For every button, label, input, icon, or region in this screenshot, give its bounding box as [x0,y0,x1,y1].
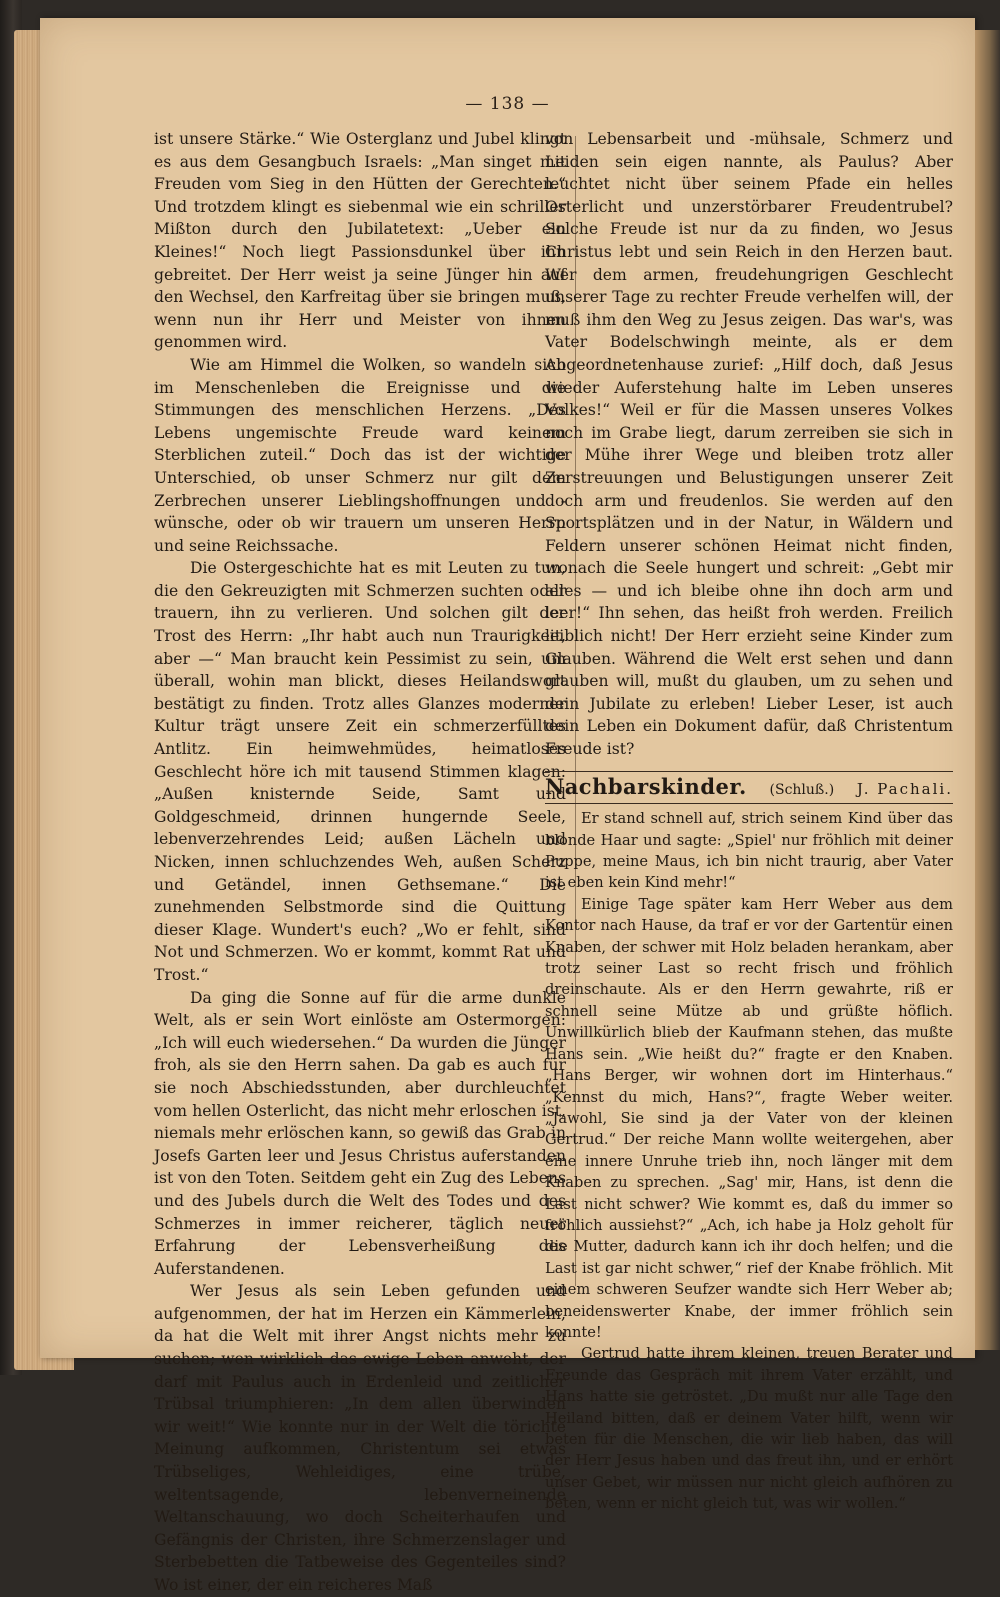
story-author: J. Pachali. [856,779,953,798]
paragraph: Gertrud hatte ihrem kleinen, treuen Berater und Freunde das Gespräch mit ihrem Vater erzählt, und Hans hatte sie getröstet. „Du mußt nur alle Tage den Heiland bitten, daß er deinem Vater hilft, wenn wir beten für die Menschen, die wir lieb haben, das will der Herr Jesus haben und das freut ihn, und er erhört unser Gebet, wir müssen nur nicht gleich aufhören zu beten, wenn er nicht gleich tut, was wir wollen.“ [545,1345,953,1513]
right-column [545,128,953,1515]
paragraph: Einige Tage später kam Herr Weber aus dem Kontor nach Hause, da traf er vor der Gartentür einen Knaben, der schwer mit Holz beladen herankam, aber trotz seiner Last so recht frisch und fröhlich dreinschaute. Als er den Herrn gewahrte, riß er schnell seine Mütze ab und grüßte höflich. Unwillkürlich blieb der Kaufmann stehen, das mußte Hans sein. „Wie heißt du?“ fragte er den Knaben. „Hans Berger, wir wohnen dort im Hinterhaus.“ „Kennst du mich, Hans?“, fragte Weber weiter. „Jawohl, Sie sind ja der Vater von der kleinen Gertrud.“ Der reiche Mann wollte weitergehen, aber eine innere Unruhe trieb ihn, noch länger mit dem Knaben zu sprechen. „Sag' mir, Hans, ist denn die Last nicht schwer? Wie kommt es, daß du immer so fröhlich aussiehst?“ „Ach, ich habe ja Holz geholt für die Mutter, dadurch kann ich ihr doch helfen; und die Last ist gar nicht schwer,“ rief der Knabe fröhlich. Mit einem schweren Seufzer wandte sich Herr Weber ab; beneidenswerter Knabe, der immer fröhlich sein konnte! [545,895,953,1341]
story-subtitle: (Schluß.) [769,781,835,798]
paragraph: Die Ostergeschichte hat es mit Leuten zu tun, die den Gekreuzigten mit Schmerzen suchten oder trauern, ihn zu verlieren. Und solchen gilt der Trost des Herrn: „Ihr habt auch nun Traurigkeit, aber —“ Man braucht kein Pessimist zu sein, um überall, wohin man blickt, dieses Heilandswort bestätigt zu finden. Trotz alles Glanzes moderner Kultur trägt unsere Zeit ein schmerzerfülltes Antlitz. Ein heimwehmüdes, heimatloses Geschlecht höre ich mit tausend Stimmen klagen: „Außen knisternde Seide, Samt und Goldgeschmeid, drinnen hungernde Seele, lebenverzehrendes Leid; außen Lächeln und Nicken, innen schluchzendes Weh, außen Scherz und Getändel, innen Gethsemane.“ Die zunehmenden Selbstmorde sind die Quittung dieser Klage. Wundert's euch? „Wo er fehlt, sind Not und Schmerzen. Wo er kommt, kommt Rat und Trost.“ [154,559,566,984]
paragraph: Da ging die Sonne auf für die arme dunkle Welt, als er sein Wort einlöste am Ostermorgen: „Ich will euch wiedersehen.“ Da wurden die Jünger froh, als sie den Herrn sahen. Da gab es auch für sie noch Abschiedsstunden, aber durchleuchtet vom hellen Osterlicht, das nicht mehr erloschen ist, niemals mehr erlöschen kann, so gewiß das Grab in Josefs Garten leer und Jesus Christus auferstanden ist von den Toten. Seitdem geht ein Zug des Lebens und des Jubels durch die Welt des Todes und des Schmerzes in immer reicherer, täglich neuer Erfahrung der Lebensverheißung des Auferstandenen. [154,988,566,1278]
left-column [154,128,566,1597]
story-header [545,771,953,805]
paragraph: Wer Jesus als sein Leben gefunden und aufgenommen, der hat im Herzen ein Kämmerlein, da hat die Welt mit ihrer Angst nichts mehr zu suchen; wen wirklich das ewige Leben anweht, der darf mit Paulus auch in Erdenleid und zeitlicher Trübsal triumphieren: „In dem allen überwinden wir weit!“ Wie konnte nur in der Welt die törichte Meinung aufkommen, Christentum sei etwas Trübseliges, Wehleidiges, eine trübe, weltentsagende, lebenverneinende Weltanschauung, wo doch Scheiterhaufen und Gefängnis der Christen, ihre Schmerzenslager und Sterbebetten die Tatbeweise des Gegenteiles sind? Wo ist einer, der ein reicheres Maß [154,1282,566,1594]
story-title: Nachbarskinder. [545,773,747,799]
book-page [40,18,975,1594]
paragraph: von Lebensarbeit und -mühsale, Schmerz und Leiden sein eigen nannte, als Paulus? Aber leuchtet nicht über seinem Pfade ein helles Osterlicht und unzerstörbarer Freudentrubel? Solche Freude ist nur da zu finden, wo Jesus Christus lebt und sein Reich in den Herzen baut. Wer dem armen, freudehungrigen Geschlecht unserer Tage zu rechter Freude verhelfen will, der muß ihm den Weg zu Jesus zeigen. Das war's, was Vater Bodelschwingh meinte, als er dem Abgeordnetenhause zurief: „Hilf doch, daß Jesus wieder Auferstehung halte im Leben unseres Volkes!“ Weil er für die Massen unseres Volkes noch im Grabe liegt, darum zerreiben sie sich in der Mühe ihrer Wege und bleiben trotz aller Zerstreuungen und Belustigungen unserer Zeit doch arm und freudenlos. Sie werden auf den Sportsplätzen und in der Natur, in Wäldern und Feldern unserer schönen Heimat nicht finden, wonach die Seele hungert und schreit: „Gebt mir alles — und ich bleibe ohne ihn doch arm und leer!“ Ihn sehen, das heißt froh werden. Freilich leiblich nicht! Der Herr erzieht seine Kinder zum Glauben. Während die Welt erst sehen und dann glauben will, mußt du glauben, um zu sehen und dein Jubilate zu erleben! Lieber Leser, ist auch dein Leben ein Dokument dafür, daß Christentum Freude ist? [545,130,953,759]
paragraph: Er stand schnell auf, strich seinem Kind über das blonde Haar und sagte: „Spiel' nur fröhlich mit deiner Puppe, meine Maus, ich bin nicht traurig, aber Vater ist eben kein Kind mehr!“ [545,810,953,892]
page-right-edge [975,30,1000,1350]
paragraph: Wie am Himmel die Wolken, so wandeln sich im Menschenleben die Ereignisse und die Stimmungen des menschlichen Herzens. „Des Lebens ungemischte Freude ward keinem Sterblichen zuteil.“ Doch das ist der wichtige Unterschied, ob unser Schmerz nur gilt dem Zerbrechen unserer Lieblingshoffnungen und -wünsche, oder ob wir trauern um unseren Herrn und seine Reichssache. [154,355,566,555]
paragraph: ist unsere Stärke.“ Wie Osterglanz und Jubel klingt es aus dem Gesangbuch Israels: „Man singet mit Freuden vom Sieg in den Hütten der Gerechten.“ Und trotzdem klingt es siebenmal wie ein schriller Mißton durch den Jubilatetext: „Ueber ein Kleines!“ Noch liegt Passionsdunkel über ihn gebreitet. Der Herr weist ja seine Jünger hin auf den Wechsel, den Karfreitag über sie bringen muß, wenn nun ihr Herr und Meister von ihnen genommen wird. [154,130,566,352]
story-body [545,808,953,1514]
page-number: — 138 — [465,94,550,114]
